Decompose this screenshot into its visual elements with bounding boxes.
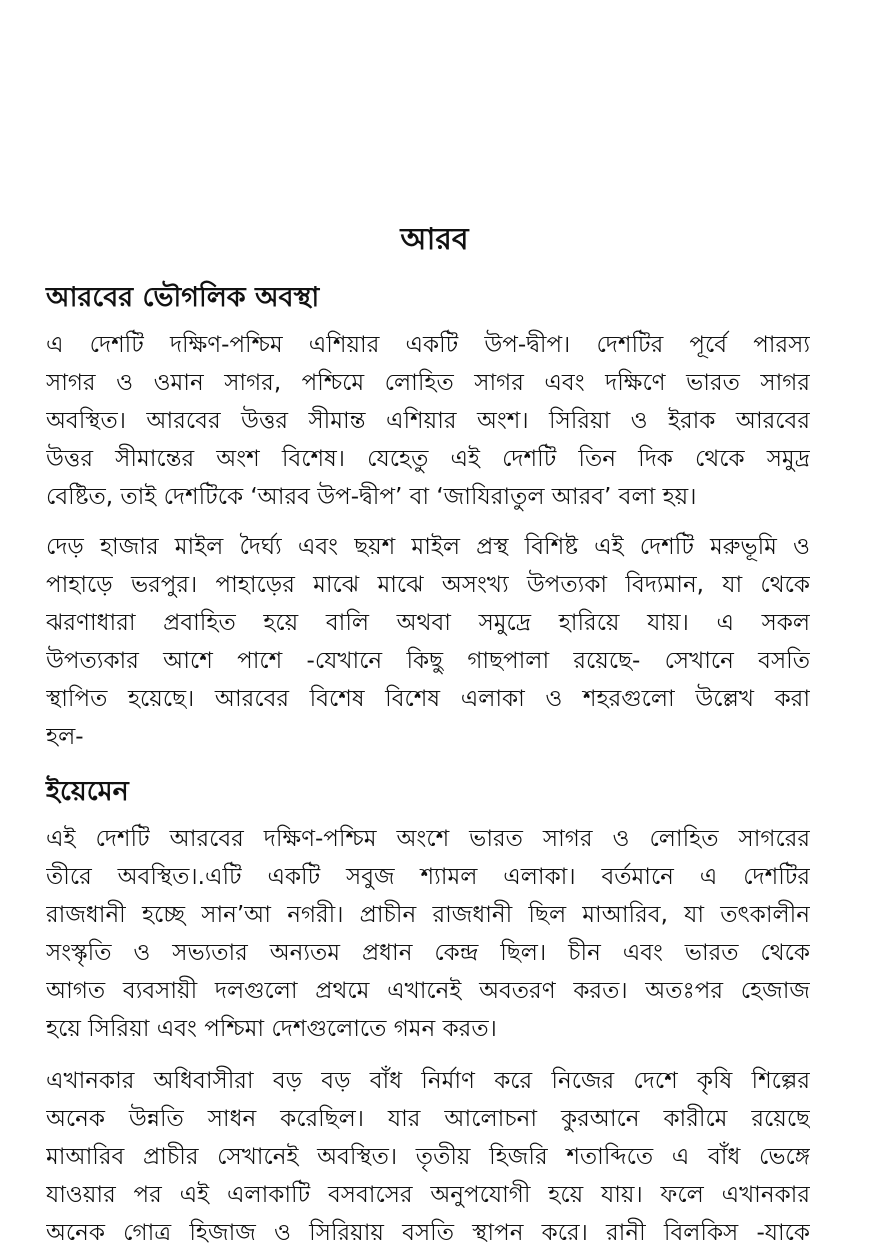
page-title: আরব	[400, 222, 469, 257]
paragraph-yemen-1	[46, 820, 810, 1048]
text-line: রাজধানী হচ্ছে সান’আ নগরী। প্রাচীন রাজধানী ছিল মাআরিব, যা তৎকালীন	[46, 902, 810, 928]
paragraph-yemen-2	[46, 1062, 810, 1252]
text-line: সংস্কৃতি ও সভ্যতার অন্যতম প্রধান কেন্দ্র ছিল। চীন এবং ভারত থেকে	[46, 940, 810, 966]
text-line: অনেক উন্নতি সাধন করেছিল। যার আলোচনা কুরআনে কারীমে রয়েছে	[46, 1106, 810, 1132]
text-line: উপত্যকার আশে পাশে -যেখানে কিছু গাছপালা রয়েছে- সেখানে বসতি	[46, 648, 810, 674]
text-line: তীরে অবস্থিত।.এটি একটি সবুজ শ্যামল এলাকা। বর্তমানে এ দেশটির	[46, 864, 810, 890]
text-line: যাওয়ার পর এই এলাকাটি বসবাসের অনুপযোগী হয়ে যায়। ফলে এখানকার	[46, 1182, 810, 1208]
text-line: উত্তর সীমান্তের অংশ বিশেষ। যেহেতু এই দেশটি তিন দিক থেকে সমুদ্র	[46, 446, 810, 472]
text-line: হল-	[46, 724, 84, 750]
text-line: ঝরণাধারা প্রবাহিত হয়ে বালি অথবা সমুদ্রে হারিয়ে যায়। এ সকল	[46, 610, 810, 636]
text-line: এই দেশটি আরবের দক্ষিণ-পশ্চিম অংশে ভারত সাগর ও লোহিত সাগরের	[46, 826, 810, 852]
text-line: বেষ্টিত, তাই দেশটিকে ‘আরব উপ-দ্বীপ’ বা ‘জাযিরাতুল আরব’ বলা হয়।	[46, 484, 697, 510]
text-line: এখানকার অধিবাসীরা বড় বড় বাঁধ নির্মাণ করে নিজের দেশে কৃষি শিল্পের	[46, 1068, 810, 1094]
text-line: পাহাড়ে ভরপুর। পাহাড়ের মাঝে মাঝে অসংখ্য উপত্যকা বিদ্যমান, যা থেকে	[46, 572, 810, 598]
section-heading-geography: আরবের ভৌগলিক অবস্থা	[46, 282, 320, 313]
text-line: দেড় হাজার মাইল দৈর্ঘ্য এবং ছয়শ মাইল প্রস্থ বিশিষ্ট এই দেশটি মরুভূমি ও	[46, 534, 810, 560]
text-line: অবস্থিত। আরবের উত্তর সীমান্ত এশিয়ার অংশ। সিরিয়া ও ইরাক আরবের	[46, 408, 810, 434]
text-line: হয়ে সিরিয়া এবং পশ্চিমা দেশগুলোতে গমন করত।	[46, 1016, 497, 1042]
text-line: অনেক গোত্র হিজাজ ও সিরিয়ায় বসতি স্থাপন করে। রানী বিলকিস -যাকে	[46, 1220, 810, 1246]
text-line: সাগর ও ওমান সাগর, পশ্চিমে লোহিত সাগর এবং দক্ষিণে ভারত সাগর	[46, 370, 810, 396]
paragraph-geography-1	[46, 326, 810, 516]
paragraph-geography-2	[46, 528, 810, 756]
text-line: স্থাপিত হয়েছে। আরবের বিশেষ বিশেষ এলাকা ও শহরগুলো উল্লেখ করা	[46, 686, 810, 712]
text-line: আগত ব্যবসায়ী দলগুলো প্রথমে এখানেই অবতরণ করত। অতঃপর হেজাজ	[46, 978, 810, 1004]
text-line: মাআরিব প্রাচীর সেখানেই অবস্থিত। তৃতীয় হিজরি শতাব্দিতে এ বাঁধ ভেঙ্গে	[46, 1144, 810, 1170]
section-heading-yemen: ইয়েমেন	[46, 776, 129, 807]
text-line: এ দেশটি দক্ষিণ-পশ্চিম এশিয়ার একটি উপ-দ্বীপ। দেশটির পূর্বে পারস্য	[46, 332, 810, 358]
